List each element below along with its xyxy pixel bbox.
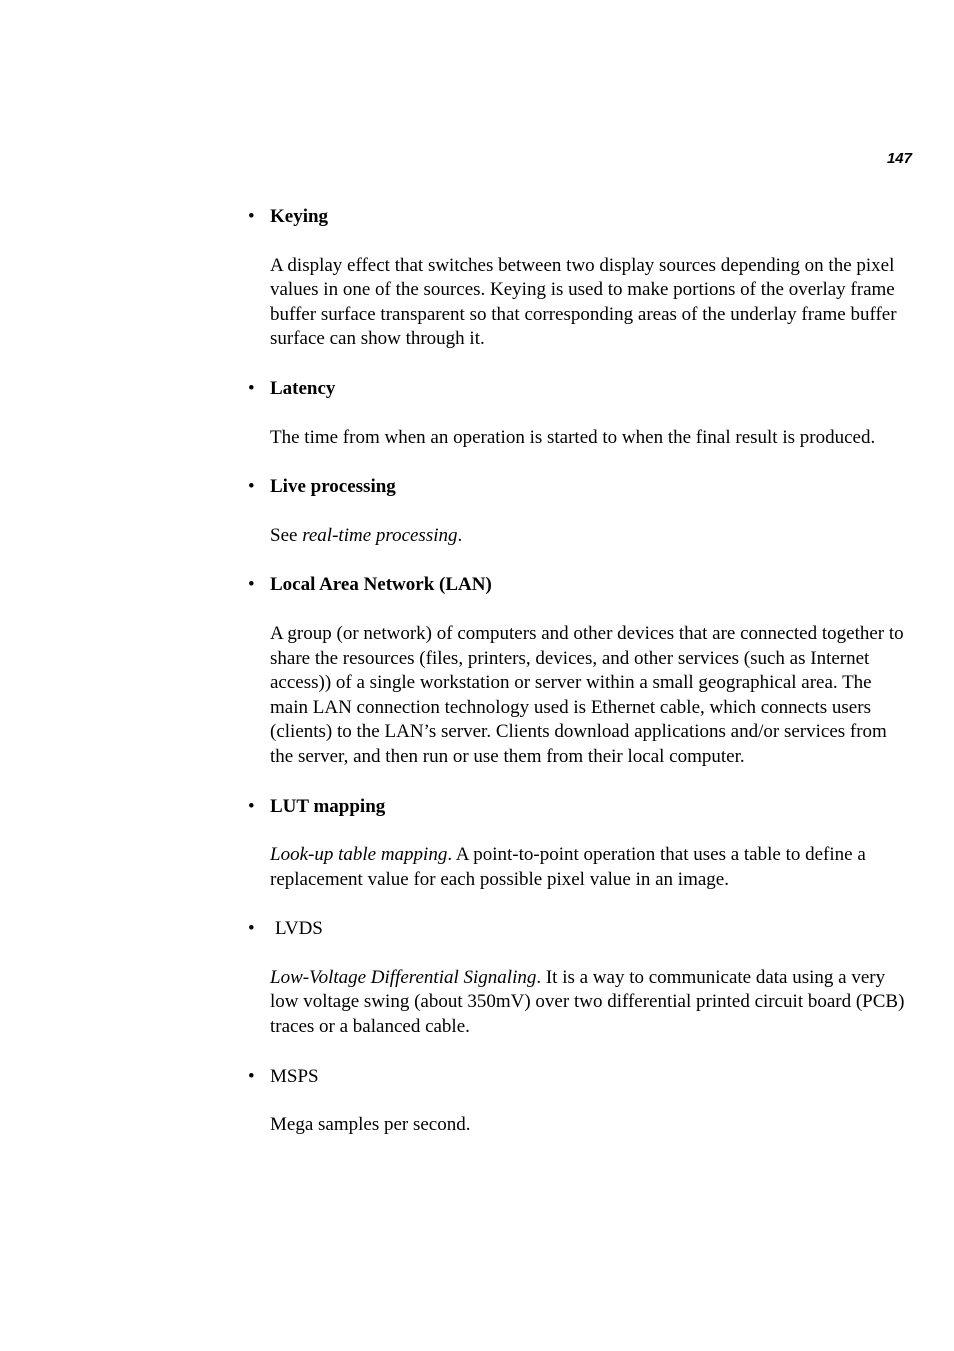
- definition-lan: A group (or network) of computers and other devices that are connected together to share the resources (files, printers, devices, and other services (such as Internet access)) of a single workstation or server within a small geographical area. The main LAN connection technology used is Ethernet cable, which connects users (clients) to the LAN’s server. Clients download applications and/or services from the server, and then run or use them from their local computer.: [270, 622, 904, 767]
- definition-keying: A display effect that switches between two display sources depending on the pixel values in one of the sources. Keying is used to make portions of the overlay frame buffer surface transparent so that corresponding areas of the underlay frame buffer surface can show through it.: [270, 254, 897, 350]
- bullet-icon: •: [248, 206, 255, 227]
- term-msps: MSPS: [270, 1065, 319, 1087]
- definition-text: See: [270, 524, 303, 546]
- glossary-list: [248, 205, 914, 1163]
- bullet-icon: •: [248, 795, 255, 817]
- term-row: [248, 917, 914, 942]
- bullet-icon: •: [248, 476, 255, 498]
- definition-live-processing: [248, 524, 914, 549]
- definition-text: .: [457, 524, 463, 546]
- bullet-icon: •: [248, 918, 255, 940]
- bullet-icon: •: [248, 574, 255, 596]
- definition-latency: The time from when an operation is started to when the final result is produced.: [270, 426, 876, 448]
- definition-text: . It is a way to communicate data using a very low voltage swing (about 350mV) over two differential printed circuit board (PCB) traces or a balanced cable.: [270, 966, 905, 1038]
- term-row: [248, 795, 914, 820]
- term-lan: Local Area Network (LAN): [270, 574, 492, 596]
- expansion: Look-up table mapping: [270, 844, 448, 866]
- definition-text: . A point-to-point operation that uses a table to define a replacement value for each possible pixel value in an image.: [270, 844, 866, 890]
- term-live-processing: Live processing: [270, 476, 396, 498]
- glossary-entry-lut-mapping: [248, 795, 914, 893]
- term-lvds: LVDS: [275, 918, 323, 940]
- term-keying: Keying: [270, 206, 329, 227]
- term-latency: Latency: [270, 377, 336, 399]
- glossary-entry-keying: [248, 205, 914, 352]
- expansion: Low-Voltage Differential Signaling: [270, 966, 537, 988]
- definition-lut-mapping: [248, 843, 914, 892]
- term-row: [248, 1065, 914, 1090]
- bullet-icon: •: [248, 377, 255, 399]
- glossary-entry-live-processing: [248, 475, 914, 548]
- term-row: [248, 377, 914, 402]
- term-row: [248, 573, 914, 598]
- glossary-entry-lvds: [248, 917, 914, 1039]
- cross-reference: real-time processing: [302, 524, 458, 546]
- definition-lvds: [248, 966, 914, 1040]
- definition-msps: Mega samples per second.: [270, 1114, 471, 1136]
- term-row: [248, 475, 914, 500]
- term-row: [248, 205, 914, 230]
- glossary-entry-msps: [248, 1065, 914, 1138]
- bullet-icon: •: [248, 1065, 255, 1087]
- glossary-entry-lan: [248, 573, 914, 769]
- page-number: 147: [886, 150, 912, 167]
- glossary-entry-latency: [248, 377, 914, 450]
- term-lut-mapping: LUT mapping: [270, 795, 386, 817]
